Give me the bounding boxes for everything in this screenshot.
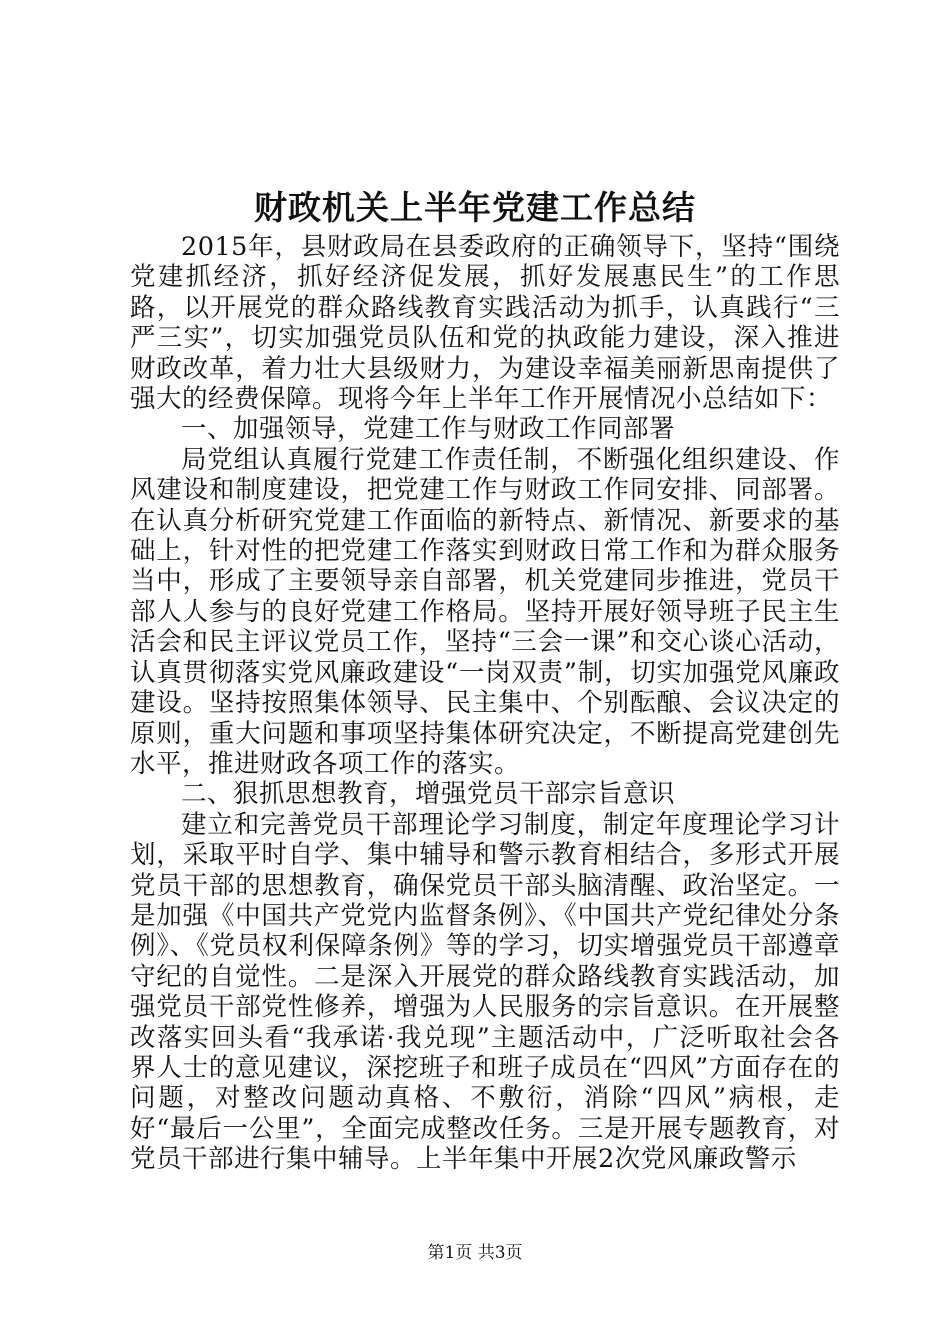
- intro-paragraph: 2015年，县财政局在县委政府的正确领导下，坚持“围绕党建抓经济，抓好经济促发展，抓好发展惠民生”的工作思路，以开展党的群众路线教育实践活动为抓手，认真践行“三严三实”，切实加强党员队伍和党的执政能力建设，深入推进财政改革，着力壮大县级财力，为建设幸福美丽新思南提供了强大的经费保障。现将今年上半年工作开展情况小总结如下：: [130, 232, 840, 415]
- page-number-footer: 第1页 共3页: [427, 1243, 523, 1263]
- document-body: [130, 232, 840, 1175]
- section-body-1: 局党组认真履行党建工作责任制，不断强化组织建设、作风建设和制度建设，把党建工作与财政工作同安排、同部署。在认真分析研究党建工作面临的新特点、新情况、新要求的基础上，针对性的把党建工作落实到财政日常工作和为群众服务当中，形成了主要领导亲自部署，机关党建同步推进，党员干部人人参与的良好党建工作格局。坚持开展好领导班子民主生活会和民主评议党员工作，坚持“三会一课”和交心谈心活动，认真贯彻落实党风廉政建设“一岗双责”制，切实加强党风廉政建设。坚持按照集体领导、民主集中、个别酝酿、会议决定的原则，重大问题和事项坚持集体研究决定，不断提高党建创先水平，推进财政各项工作的落实。: [130, 444, 840, 779]
- section-heading-1: 一、加强领导，党建工作与财政工作同部署: [181, 414, 676, 445]
- section-body-2: 建立和完善党员干部理论学习制度，制定年度理论学习计划，采取平时自学、集中辅导和警示教育相结合，多形式开展党员干部的思想教育，确保党员干部头脑清醒、政治坚定。一是加强《中国共产党党内监督条例》、《中国共产党纪律处分条例》、《党员权利保障条例》等的学习，切实增强党员干部遵章守纪的自觉性。二是深入开展党的群众路线教育实践活动，加强党员干部党性修养，增强为人民服务的宗旨意识。在开展整改落实回头看“我承诺·我兑现”主题活动中，广泛听取社会各界人士的意见建议，深挖班子和班子成员在“四风”方面存在的问题，对整改问题动真格、不敷衍，消除“四风”病根，走好“最后一公里”，全面完成整改任务。三是开展专题教育，对党员干部进行集中辅导。上半年集中开展2次党风廉政警示: [130, 809, 840, 1175]
- section-heading-2: 二、狠抓思想教育，增强党员干部宗旨意识: [181, 779, 676, 810]
- document-title: 财政机关上半年党建工作总结: [254, 188, 696, 227]
